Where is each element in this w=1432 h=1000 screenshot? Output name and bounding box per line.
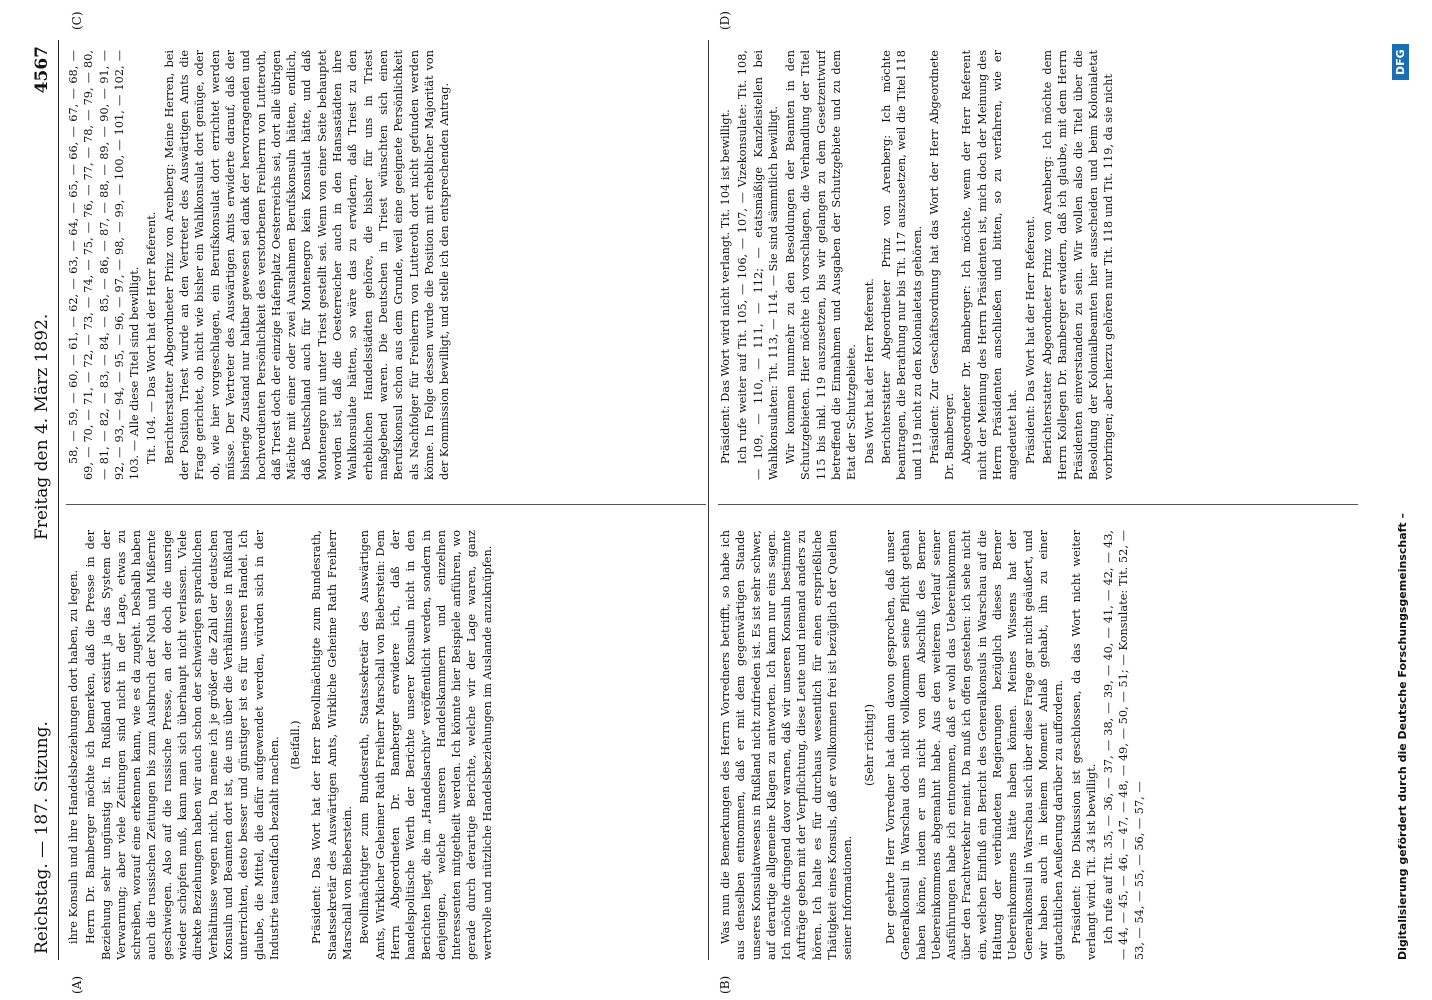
paragraph: 58, — 59, — 60, — 61, — 62, — 63, — 64, — 65, — 66, — 67, — 68, — 69, — 70, — 71, — 72, — 73, — 74, — 75, — 76, — 77, — 78, — 79, — 80, — 81, — 82, — 83, — 84, — 85, — 86, — 87, — 88, — 89, — 90, — 91, — 92, — 93, — 94, — 95, — 96, — 97, — 98, — 99, — 100, — 101, — 102, — 103. — Alle diese Titel sind bewilligt. — [67, 50, 142, 480]
marker-a: (A) — [70, 975, 84, 994]
paragraph: Was nun die Bemerkungen des Herrn Vorredners betrifft, so habe ich aus denselben entnommen, daß er mit dem gegenwärtigen Stande unseres Konsulatwesens in Rußland nicht zufrieden ist. Es ist sehr schwer, auf derartige allgemeine Klagen zu antworten. Ich kann nur eins sagen. Ich möchte dringend davor warnen, daß wir unseren Konsuln bestimmte Aufträge geben mit der Verpflichtung, diese Leute und niemand anders zu hören. Ich halte es für durchaus wesentlich für einen ersprießliche Thätigkeit eines Konsuls, daß er vollkommen frei ist bezüglich der Quellen seiner Informationen. — [719, 530, 855, 960]
paragraph: Der geehrte Herr Vorredner hat dann davon gesprochen, daß unser Generalkonsul in Warschau doch nicht vollkommen seine Pflicht gethan haben könne, indem er uns nicht von dem Abschluß des Berner Uebereinkommens abgemahnt habe. Aus den weiteren Verlauf seiner Ausführungen habe ich entnommen, daß er wohl das Uebereinkommen über den Frachtverkehr meint. Da muß ich offen gestehen: ich sehe nicht ein, welchen Einfluß ein Bericht des Generalkonsuls in Warschau auf die Haltung der verbündeten Regierungen bezüglich dieses Berner Uebereinkommens hätte haben können. Meines Wissens hat der Generalkonsul in Warschau sich über diese Frage gar nicht geäußert, und wir haben auch in keinem Moment Anlaß gehabt, ihn zu einer gutachtlichen Aeußerung darüber zu auffordern. — [883, 530, 1066, 960]
left-column-top — [66, 530, 706, 960]
paragraph: ihre Konsuln und ihre Handelsbeziehungen dort haben, zu legen. — [67, 569, 80, 944]
digitization-note: Digitalisierung gefördert durch die Deutsche Forschungsgemeinschaft – — [1396, 513, 1409, 960]
paragraph: Das Wort hat der Herr Referent. — [862, 278, 876, 464]
left-column-bottom — [718, 530, 1358, 960]
half-divider — [708, 40, 709, 960]
bottom-half — [718, 11, 1358, 994]
top-half — [66, 11, 706, 994]
paragraph: Berichterstatter Abgeordneter Prinz von Arenberg: Ich möchte dem Herrn Kollegen Dr. Bamberger erwidern, daß ich glaube, mit dem Herrn Präsidenten einverstanden zu sein. Wir wollen also die Titel über die Besoldung der Kolonialbeamten hier ausscheiden und beim Kolonialetat vorbringen; aber hierzu gehören nur Tit. 118 und Tit. 119, da sie nicht — [1040, 50, 1116, 480]
remark-note: (Sehr richtig!) — [862, 703, 876, 787]
applause-note: (Beifall.) — [289, 720, 303, 770]
paragraph: Präsident: Das Wort hat der Herr Referent. — [1023, 215, 1037, 464]
paragraph: Präsident: Das Wort hat der Herr Bevollmächtigte zum Bundesrath, Staatssekretär des Auswärtigen Amts, Wirkliche Geheime Rath Freiherr Marschall von Bieberstein. — [310, 530, 355, 960]
header-date: Freitag den 4. März 1892. — [32, 313, 52, 540]
page-number: 4567 — [32, 46, 52, 94]
marker-d: (D) — [718, 11, 732, 30]
paragraph: Berichterstatter Abgeordneter Prinz von Arenberg: Ich möchte beantragen, die Berathung nur bis Tit. 117 auszusetzen, weil die Titel 118 und 119 nicht zu den Kolonialetats gehören. — [879, 50, 924, 480]
paragraph: Abgeordneter Dr. Bamberger: Ich möchte, wenn der Herr Referent nicht der Meinung des Herrn Präsidenten ist, mich doch der Meinung des Herrn Präsidenten anschließen und bitten, so zu verfahren, wie er angedeutet hat. — [960, 50, 1020, 480]
page-header — [28, 40, 59, 960]
paragraph: Bevollmächtigter zum Bundesrath, Staatssekretär des Auswärtigen Amts, Wirklicher Geheimer Rath Freiherr Marschall von Bieberstein: Dem Herrn Abgeordneten Dr. Bamberger erwidere ich, daß der handelspolitische Werth der Berichte unserer Konsuln nicht in den Berichten liegt, die im „Handelsarchiv“ veröffentlicht werden, sondern in denjenigen, welche unseren Handelskammern und einzelnen Interessenten mitgetheilt werden. Ich könnte hier Beispiele anführen, wo gerade durch derartige Berichte, welche wir der Lage waren, ganz wertvolle und nützliche Handelsbeziehungen im Auslande anzuknüpfen. — [358, 530, 494, 960]
header-left: Reichstag. — 187. Sitzung. — [32, 721, 52, 954]
column-rule — [66, 504, 706, 505]
right-column-top — [66, 50, 706, 480]
paragraph: Herrn Dr. Bamberger möchte ich bemerken, daß die Presse in der Beziehung sehr ungünstig ist. In Rußland existirt ja das System der Verwarnung; aber viele Zeitungen sind nicht in der Lage, etwas zu schreiben, worauf eine erkennen kann, wie es da zugeht. Deshalb haben auch die russischen Zeitungen bis zum Ausbruch der Noth und Mißernte geschwiegen. Also auf die russische Presse, an der doch die unsrige wieder schöpfen muß, kann man sich überhaupt nicht verlassen. Viele direkte Beziehungen haben wir auch schon der schwierigen sprachlichen Verhältnisse wegen nicht. Da meine ich je größer die Zahl der deutschen Konsuln und Beamten dort ist, die uns über die Verhältnisse in Rußland unterrichten, desto besser und günstiger ist es für unseren Handel. Ich glaube, die Mittel, die dafür aufgewendet werden, würden sich in der Industrie tausendfach bezahlt machen. — [84, 530, 281, 960]
paragraph: Präsident: Die Diskussion ist geschlossen, da das Wort nicht weiter verlangt wird. Tit. 34 ist bewilligt. — [1069, 530, 1098, 960]
paragraph: Präsident: Das Wort wird nicht verlangt. Tit. 104 ist bewilligt. — [719, 109, 732, 464]
column-rule — [718, 504, 1358, 505]
paragraph: Ich rufe auf Tit. 35, — 36, — 37, — 38, — 39, — 40, — 41, — 42, — 43, — 44, — 45, — 46, — 47, — 48, — 49, — 50, — 51; — Konsulate: Tit. 52, — 53, — 54, — 55, — 56, — 57, — — [1102, 530, 1146, 960]
right-column-bottom — [718, 50, 1358, 480]
paragraph: Wir kommen nunmehr zu den Besoldungen der Beamten in den Schutzgebieten. Hier möchte ich vorschlagen, die Verhandlung der Titel 115 bis inkl. 119 auszusetzen, bis wir gelangen zu dem Gesetzentwurf betreffend die Einnahmen und Ausgaben der Schutzgebiete und zu dem Etat der Schutzgebiete. — [784, 50, 859, 480]
paragraph: Berichterstatter Abgeordneter Prinz von Arenberg: Meine Herren, bei der Position Triest wurde an den Vertreter des Auswärtigen Amts die Frage gerichtet, ob nicht wie bisher ein Wahlkonsulat dort genüge, oder ob, wie hier vorgeschlagen, ein Berufskonsulat dort errichtet werden müsse. Der Vertreter des Auswärtigen Amts erwiderte darauf, daß der bisherige Zustand nur haltbar gewesen sei dank der hervorragenden und hochverdienten Persönlichkeit des verstorbenen Freiherrn von Lutteroth, daß Triest doch der einzige Hafenplatz Oesterreichs sei, dort alle übrigen Mächte mit einer oder zwei Ausnahmen Berufskonsuln hätten, endlich, daß Deutschland auch für Montenegro kein Konsulat hätte, und daß Montenegro mit unter Triest gestellt sei. Wenn von einer Seite behauptet worden ist, daß die Oesterreicher auch in den Hansastädten ihre Wahlkonsulate hätten, so wäre das zu erwidern, daß Triest zu den erheblichen Handelsstädten gehöre, die bisher für uns in Triest maßgebend waren. Die Deutschen in Triest wünschten sich einen Berufskonsul schon aus dem Grunde, weil eine geeignete Persönlichkeit als Nachfolger für Freiherrn von Lutteroth dort nicht gefunden werden könne. In Folge dessen wurde die Position mit erheblicher Majorität von der Kommission bewilligt, und stelle ich den entsprechenden Antrag. — [162, 50, 452, 480]
paragraph: Präsident: Zur Geschäftsordnung hat das Wort der Herr Abgeordnete Dr. Bamberger. — [927, 50, 957, 480]
marker-b: (B) — [718, 975, 732, 994]
dfg-logo: DFG — [1392, 44, 1409, 80]
marker-c: (C) — [70, 11, 84, 30]
paragraph: Ich rufe weiter auf Tit. 105, — 106, — 107, — Vizekonsulate: Tit. 108, — 109, — 110, — 111, — 112; — etatsmäßige Kanzleistellen bei Wahlkonsulaten: Tit. 113, — 114. — Sie sind sämmtlich bewilligt. — [736, 50, 780, 480]
paragraph: Tit. 104. — Das Wort hat der Herr Referent. — [145, 211, 159, 464]
